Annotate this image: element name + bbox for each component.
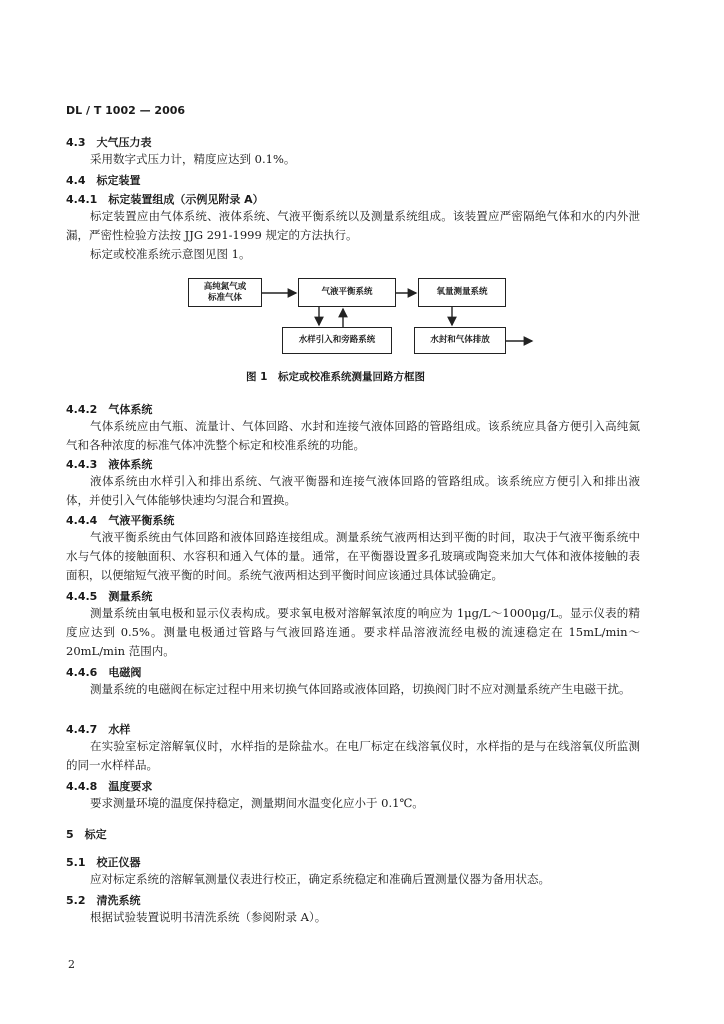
section-4-4-8-body: 要求测量环境的温度保持稳定，测量期间水温变化应小于 0.1℃。 <box>90 796 424 810</box>
section-4-4-8-title: 4.4.8 温度要求 <box>66 780 153 793</box>
section-5-1-title: 5.1 校正仪器 <box>66 856 141 869</box>
section-4-4-6-body: 测量系统的电磁阀在标定过程中用来切换气体回路或液体回路，切换阀门时不应对测量系统产生电磁干扰。 <box>90 682 631 696</box>
section-4-4-1-body: 标定装置应由气体系统、液体系统、气液平衡系统以及测量系统组成。该装置应严密隔绝气体和水的内外泄漏，严密性检验方法按 JJG 291-1999 规定的方法执行。 <box>66 209 640 242</box>
section-5-1-body: 应对标定系统的溶解氧测量仪表进行校正，确定系统稳定和准确后置测量仪器为备用状态。 <box>90 872 550 886</box>
section-4-4-2-title: 4.4.2 气体系统 <box>66 403 153 416</box>
section-5-title: 5 标定 <box>66 828 107 841</box>
section-4-4-7-body: 在实验室标定溶解氧仪时，水样指的是除盐水。在电厂标定在线溶氧仪时，水样指的是与在线溶氧仪所监测的同一水样样品。 <box>66 739 640 772</box>
section-4-4-3-body: 液体系统由水样引入和排出系统、气液平衡器和连接气液体回路的管路组成。该系统应方便引入和排出液体，并使引入气体能够快速均匀混合和置换。 <box>66 474 640 507</box>
section-4-4-title: 4.4 标定装置 <box>66 174 141 187</box>
section-4-4-1-body2: 标定或校准系统示意图见图 1。 <box>90 247 251 261</box>
section-5-2-body: 根据试验装置说明书清洗系统（参阅附录 A）。 <box>90 910 327 924</box>
box-oxygen-measure: 氧量测量系统 <box>418 278 506 307</box>
section-4-4-6-title: 4.4.6 电磁阀 <box>66 666 142 679</box>
box-gas-source: 高纯氮气或 标准气体 <box>188 278 262 307</box>
section-4-4-4-title: 4.4.4 气液平衡系统 <box>66 514 175 527</box>
section-4-4-2-body: 气体系统应由气瓶、流量计、气体回路、水封和连接气液体回路的管路组成。该系统应具备方便引入高纯氮气和各种浓度的标准气体冲洗整个标定和校准系统的功能。 <box>66 419 640 452</box>
box-water-inlet-bypass: 水样引入和旁路系统 <box>282 327 392 354</box>
section-4-4-1-title: 4.4.1 标定装置组成（示例见附录 A） <box>66 193 264 206</box>
section-4-4-5-title: 4.4.5 测量系统 <box>66 590 153 603</box>
page-number: 2 <box>68 958 75 971</box>
box-gas-liquid-balance: 气液平衡系统 <box>298 278 396 307</box>
section-5-2-title: 5.2 清洗系统 <box>66 894 141 907</box>
section-4-3-title: 4.3 大气压力表 <box>66 136 152 149</box>
section-4-4-4-body: 气液平衡系统由气体回路和液体回路连接组成。测量系统气液两相达到平衡的时间，取决于气液平衡系统中水与气体的接触面积、水容积和通入气体的量。通常，在平衡器设置多孔玻璃或陶瓷来加大气体和液体接触的表面积，以便缩短气液平衡的时间。系统气液两相达到平衡时间应该通过具体试验确定。 <box>66 530 640 582</box>
figure-1-caption: 图 1 标定或校准系统测量回路方框图 <box>246 371 425 383</box>
section-4-4-3-title: 4.4.3 液体系统 <box>66 458 153 471</box>
section-4-4-7-title: 4.4.7 水样 <box>66 723 131 736</box>
box-water-seal-gas-vent: 水封和气体排放 <box>414 327 506 354</box>
figure-connectors <box>0 0 724 370</box>
document-header: DL / T 1002 — 2006 <box>66 104 186 117</box>
section-4-3-body: 采用数字式压力计，精度应达到 0.1%。 <box>90 152 296 166</box>
section-4-4-5-body: 测量系统由氧电极和显示仪表构成。要求氧电极对溶解氧浓度的响应为 1μg/L～1000μg/L。显示仪表的精度应达到 0.5%。测量电极通过管路与气液回路连通。要求样品溶液流经电极的流速稳定在 15mL/min～20mL/min 范围内。 <box>66 606 640 658</box>
